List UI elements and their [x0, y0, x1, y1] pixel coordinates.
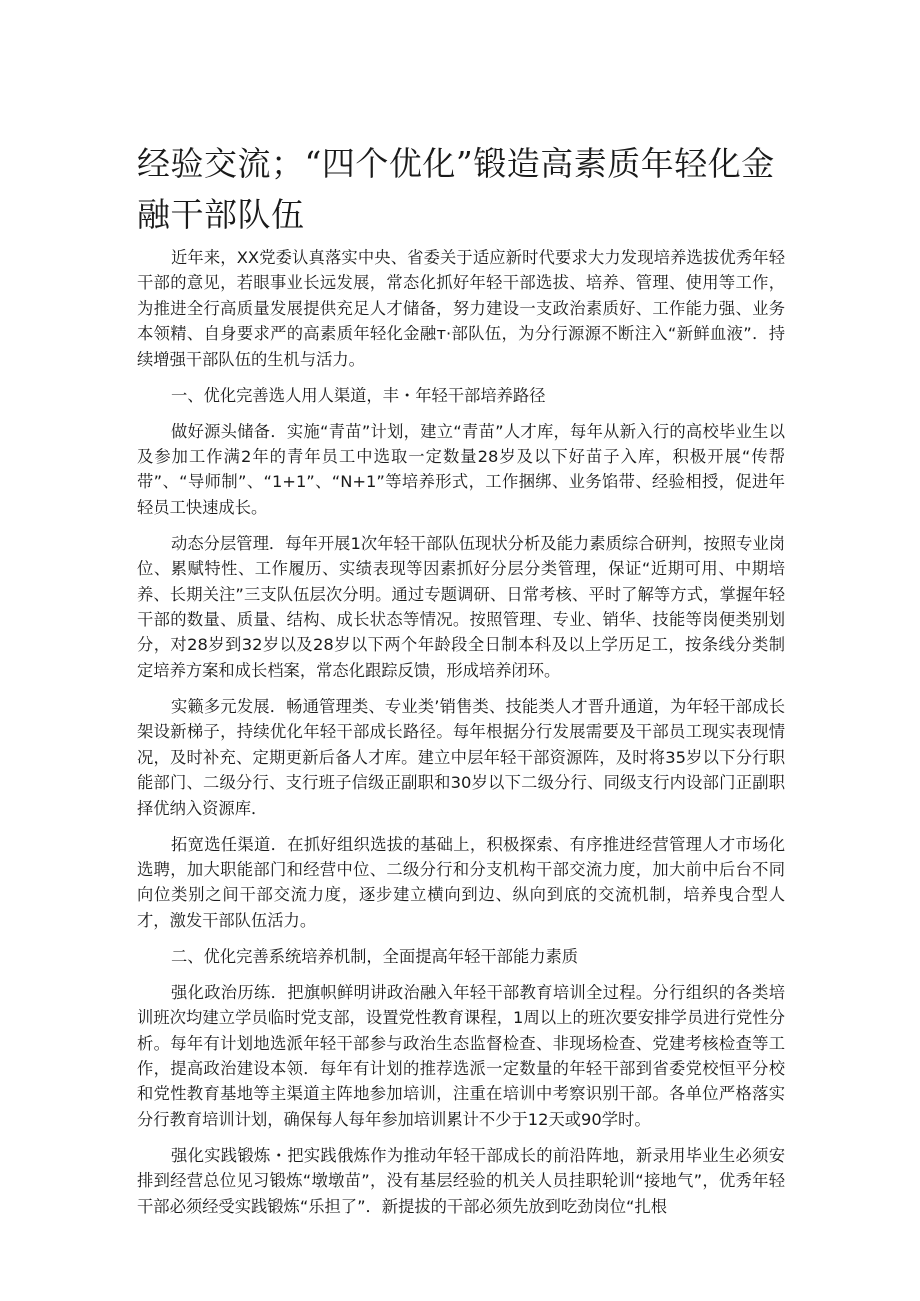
paragraph-diverse-development: 实籁多元发展．畅通管理类、专业类’销售类、技能类人才晋升通道，为年轻干部成长架设新梯子，持续优化年轻干部成长路径。每年根据分行发展需要及干部员工现实表现情况，及时补充、定期更新后备人才库。建立中层年轻干部资源阵，及时将35岁以下分行职能部门、二级分行、支行班子信级正副职和30岁以下二级分行、同级支行内设部门正副职择优纳入资源库． [137, 696, 785, 818]
paragraph-political-training: 强化政治历练．把旗帜鲜明讲政治融入年轻干部教育培训全过程。分行组织的各类培训班次均建立学员临时党支部，设置党性教育课程，1周以上的班次要安排学员进行党性分析。每年有计划地选派年轻干部参与政治生态监督检查、非现场检查、党建考核检查等工作，提高政治建设本领．每年有计划的推荐选派一定数量的年轻干部到省委党校恒平分校和党性教育基地等主渠道主阵地参加培训，注重在培训中考察识别干部。各单位严格落实分行教育培训计划，确保每人每年参加培训累计不少于12天或90学时。 [137, 982, 785, 1129]
section-heading-1: 一、优化完善选人用人渠道，丰・年轻干部培养路径 [171, 385, 546, 405]
paragraph-intro: 近年来，XX党委认真落实中央、省委关于适应新时代要求大力发现培养选拔优秀年轻干部的意见，若眼事业长远发展，常态化抓好年轻干部选拔、培养、管理、使用等工作，为推进全行高质量发展提供充足人才储备，努力建设一支政治素质好、工作能力强、业务本领精、自身要求严的高素质年轻化金融т·部队伍，为分行源源不断注入“新鲜血液”．持续增强干部队伍的生机与活力。 [137, 248, 785, 369]
paragraph-practical-training: 强化实践锻炼・把实践俄炼作为推动年轻干部成长的前沿阵地，新录用毕业生必须安排到经营总位见习锻炼“墩墩苗”，没有基层经验的机关人员挂职轮训“接地气”，优秀年轻干部必须经受实践锻炼“乐担了”．新提拔的干部必须先放到吃劲岗位“扎根 [137, 1145, 785, 1216]
paragraph-selection-channels: 拓宽选任渠道．在抓好组织选拔的基础上，积极探索、有序推进经营管理人才市场化选聘，加大职能部门和经营中位、二级分行和分支机构干部交流力度，加大前中后台不同向位类别之间干部交流力度，逐步建立横向到边、纵向到底的交流机制，培养曳合型人才，激发干部队伍活力。 [137, 834, 785, 930]
paragraph-source-reserve: 做好源头储备．实施“青苗”计划，建立“青苗”人才库，每年从新入行的高校毕业生以及参加工作满2年的青年员工中选取一定数量28岁及以下好苗子入库，积极开展“传帮带”、“导师制”、“1+1”、“N+1”等培养形式，工作捆绑、业务馅带、经验相授，促进年轻员工快速成长。 [137, 421, 785, 517]
document-title: 经验交流；“四个优化”锻造高素质年轻化金融干部队伍 [137, 144, 775, 234]
document-body [137, 245, 785, 1230]
paragraph-dynamic-management: 动态分层管理．每年开展1次年轻干部队伍现状分析及能力素质综合研判，按照专业岗位、累赋特性、工作履历、实绩表现等因素抓好分层分类管理，保证“近期可用、中期培养、长期关注”三支队伍层次分明。通过专题调研、日常考核、平时了解等方式，掌握年轻干部的数量、质量、结构、成长状态等情况。按照管理、专业、销华、技能等岗便类别划分，对28岁到32岁以及28岁以下两个年龄段全日制本科及以上学历足工，按条线分类制定培养方案和成长档案，常态化跟踪反馈，形成培养闭环。 [137, 533, 785, 680]
section-heading-2: 二、优化完善系统培养机制，全面提高年轻干部能力素质 [171, 946, 579, 966]
